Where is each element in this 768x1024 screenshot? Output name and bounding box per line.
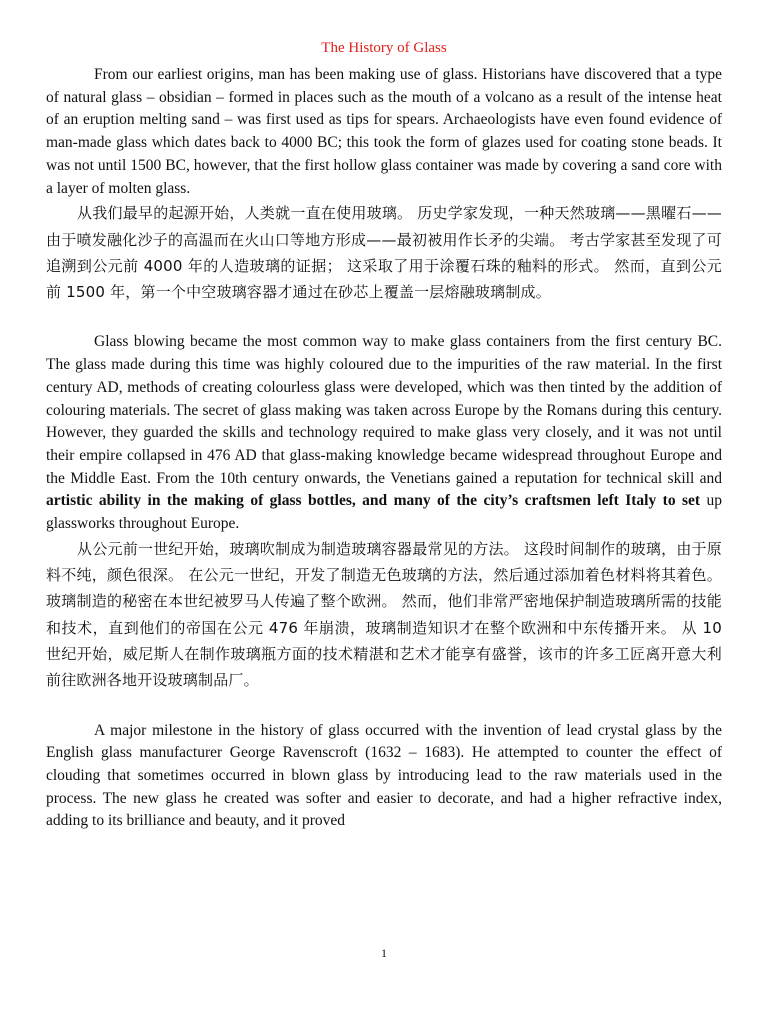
- paragraph-spacer: [46, 694, 722, 720]
- paragraph-3-english: A major milestone in the history of glass occurred with the invention of lead crystal glass by the English glass manufacturer George Ravenscroft (1632 – 1683). He attempted to counter the effect of clouding that sometimes occurred in blown glass by introducing lead to the raw materials used in the process. The new glass he created was softer and easier to decorate, and had a higher refractive index, adding to its brilliance and beauty, and it proved: [46, 721, 722, 830]
- paragraph-spacer: [46, 305, 722, 331]
- paragraph-2-chinese: 从公元前一世纪开始，玻璃吹制成为制造玻璃容器最常见的方法。 这段时间制作的玻璃，由于原料不纯，颜色很深。 在公元一世纪，开发了制造无色玻璃的方法，然后通过添加着色材料将其着色。 玻璃制造的秘密在本世纪被罗马人传遍了整个欧洲。 然而，他们非常严密地保护制造玻璃所需的技能和技术，直到他们的帝国在公元 476 年崩溃，玻璃制造知识才在整个欧洲和中东传播开来。 从 10 世纪开始，威尼斯人在制作玻璃瓶方面的技术精湛和艺术才能享有盛誉，该市的许多工匠离开意大利前往欧洲各地开设玻璃制品厂。: [46, 539, 722, 690]
- document-title: The History of Glass: [321, 40, 447, 56]
- paragraph-1-english: From our earliest origins, man has been making use of glass. Historians have discovered that a type of natural glass – obsidian – formed in places such as the mouth of a volcano as a result of the intense heat of an eruption melting sand – was first used as tips for spears. Archaeologists have even found evidence of man-made glass which dates back to 4000 BC; this took the form of glazes used for coating stone beads. It was not until 1500 BC, however, that the first hollow glass container was made by covering a sand core with a layer of molten glass.: [46, 66, 722, 197]
- paragraph-2-tail-text: up glassworks throughout Europe.: [46, 492, 723, 533]
- page-number: 1: [381, 946, 387, 960]
- paragraph-1-chinese: 从我们最早的起源开始，人类就一直在使用玻璃。 历史学家发现，一种天然玻璃——黑曜石——由于喷发融化沙子的高温而在火山口等地方形成——最初被用作长矛的尖端。 考古学家甚至发现了可追溯到公元前 4000 年的人造玻璃的证据； 这采取了用于涂覆石珠的釉料的形式。 然而，直到公元前 1500 年，第一个中空玻璃容器才通过在砂芯上覆盖一层熔融玻璃制成。: [46, 204, 722, 302]
- paragraph-2-bold-text: artistic ability in the making of glass bottles, and many of the city’s craftsmen left Italy to set: [46, 492, 701, 510]
- document-page: [46, 38, 722, 833]
- paragraph-2-text: Glass blowing became the most common way to make glass containers from the first century BC. The glass made during this time was highly coloured due to the impurities of the raw material. In the first century AD, methods of creating colourless glass were developed, which was then tinted by the addition of colouring materials. The secret of glass making was taken across Europe by the Romans during this century. However, they guarded the skills and technology required to make glass very closely, and it was not until their empire collapsed in 476 AD that glass-making knowledge became widespread throughout Europe and the Middle East. From the 10th century onwards, the Venetians gained a reputation for technical skill and: [46, 333, 722, 487]
- paragraph-2-english: [46, 331, 722, 535]
